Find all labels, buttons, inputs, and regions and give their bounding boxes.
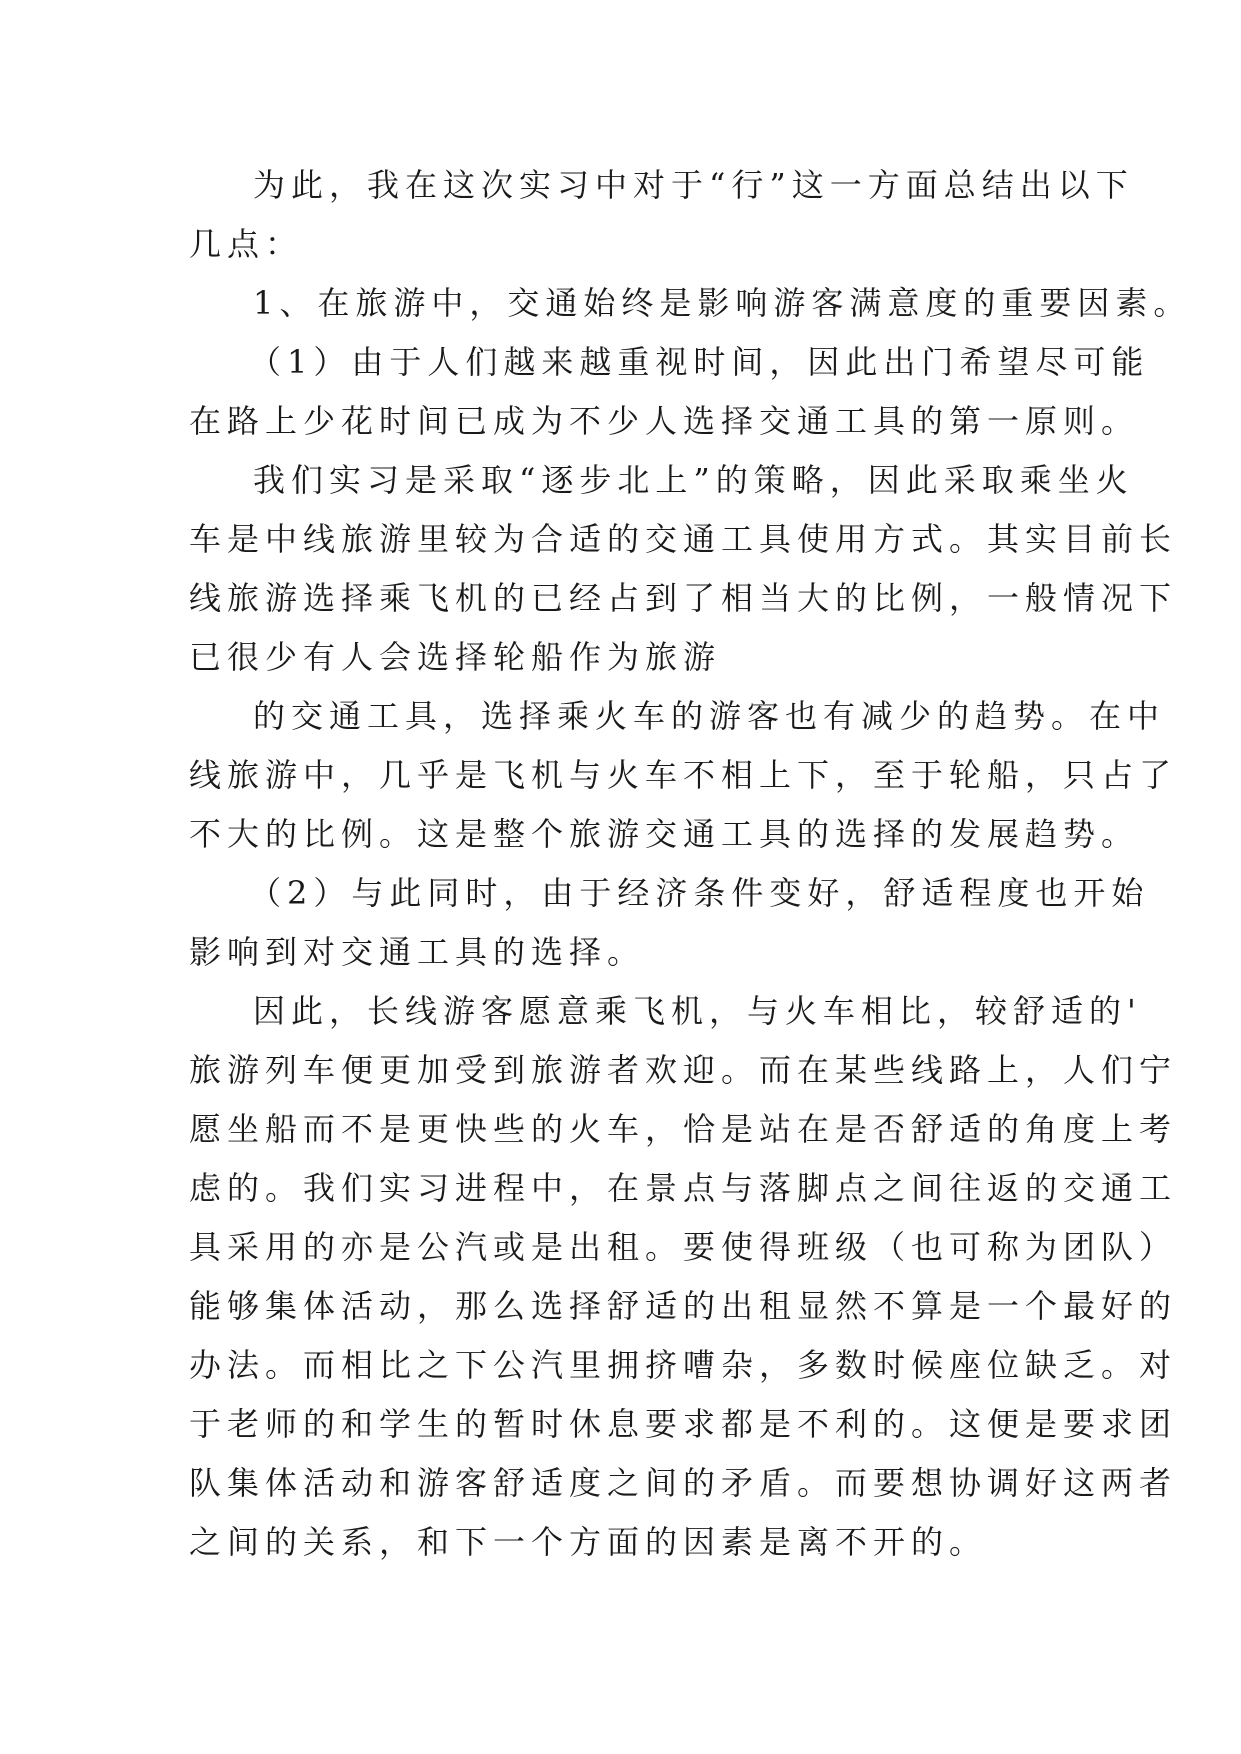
text-line: （1）由于人们越来越重视时间，因此出门希望尽可能 [249,343,1150,381]
text-line: 几点： [189,225,304,263]
text-line: 队集体活动和游客舒适度之间的矛盾。而要想协调好这两者 [189,1464,1178,1502]
text-line: 线旅游中，几乎是飞机与火车不相上下，至于轮船，只占了 [189,756,1178,794]
text-line: （2）与此同时，由于经济条件变好，舒适程度也开始 [249,874,1150,912]
text-line: 1、在旅游中，交通始终是影响游客满意度的重要因素。 [253,284,1192,322]
text-line: 办法。而相比之下公汽里拥挤嘈杂，多数时候座位缺乏。对 [189,1346,1178,1384]
text-line: 为此，我在这次实习中对于“行”这一方面总结出以下 [253,166,1134,204]
text-line: 因此，长线游客愿意乘飞机，与火车相比，较舒适的' [253,992,1142,1030]
body-text [189,156,1192,1572]
text-line: 不大的比例。这是整个旅游交通工具的选择的发展趋势。 [189,815,1140,853]
text-line: 之间的关系，和下一个方面的因素是离不开的。 [189,1523,988,1561]
text-line: 旅游列车便更加受到旅游者欢迎。而在某些线路上，人们宁 [189,1051,1178,1089]
text-line: 的交通工具，选择乘火车的游客也有减少的趋势。在中 [253,697,1166,735]
text-line: 于老师的和学生的暂时休息要求都是不利的。这便是要求团 [189,1405,1178,1443]
text-line: 我们实习是采取“逐步北上”的策略，因此采取乘坐火 [253,461,1134,499]
text-line: 已很少有人会选择轮船作为旅游 [189,638,722,676]
text-line: 能够集体活动，那么选择舒适的出租显然不算是一个最好的 [189,1287,1178,1325]
text-line: 车是中线旅游里较为合适的交通工具使用方式。其实目前长 [189,520,1178,558]
text-line: 线旅游选择乘飞机的已经占到了相当大的比例，一般情况下 [189,579,1178,617]
text-line: 影响到对交通工具的选择。 [189,933,646,971]
text-line: 在路上少花时间已成为不少人选择交通工具的第一原则。 [189,402,1140,440]
text-line: 具采用的亦是公汽或是出租。要使得班级（也可称为团队） [189,1228,1178,1266]
text-line: 虑的。我们实习进程中，在景点与落脚点之间往返的交通工 [189,1169,1178,1207]
text-line: 愿坐船而不是更快些的火车，恰是站在是否舒适的角度上考 [189,1110,1178,1148]
